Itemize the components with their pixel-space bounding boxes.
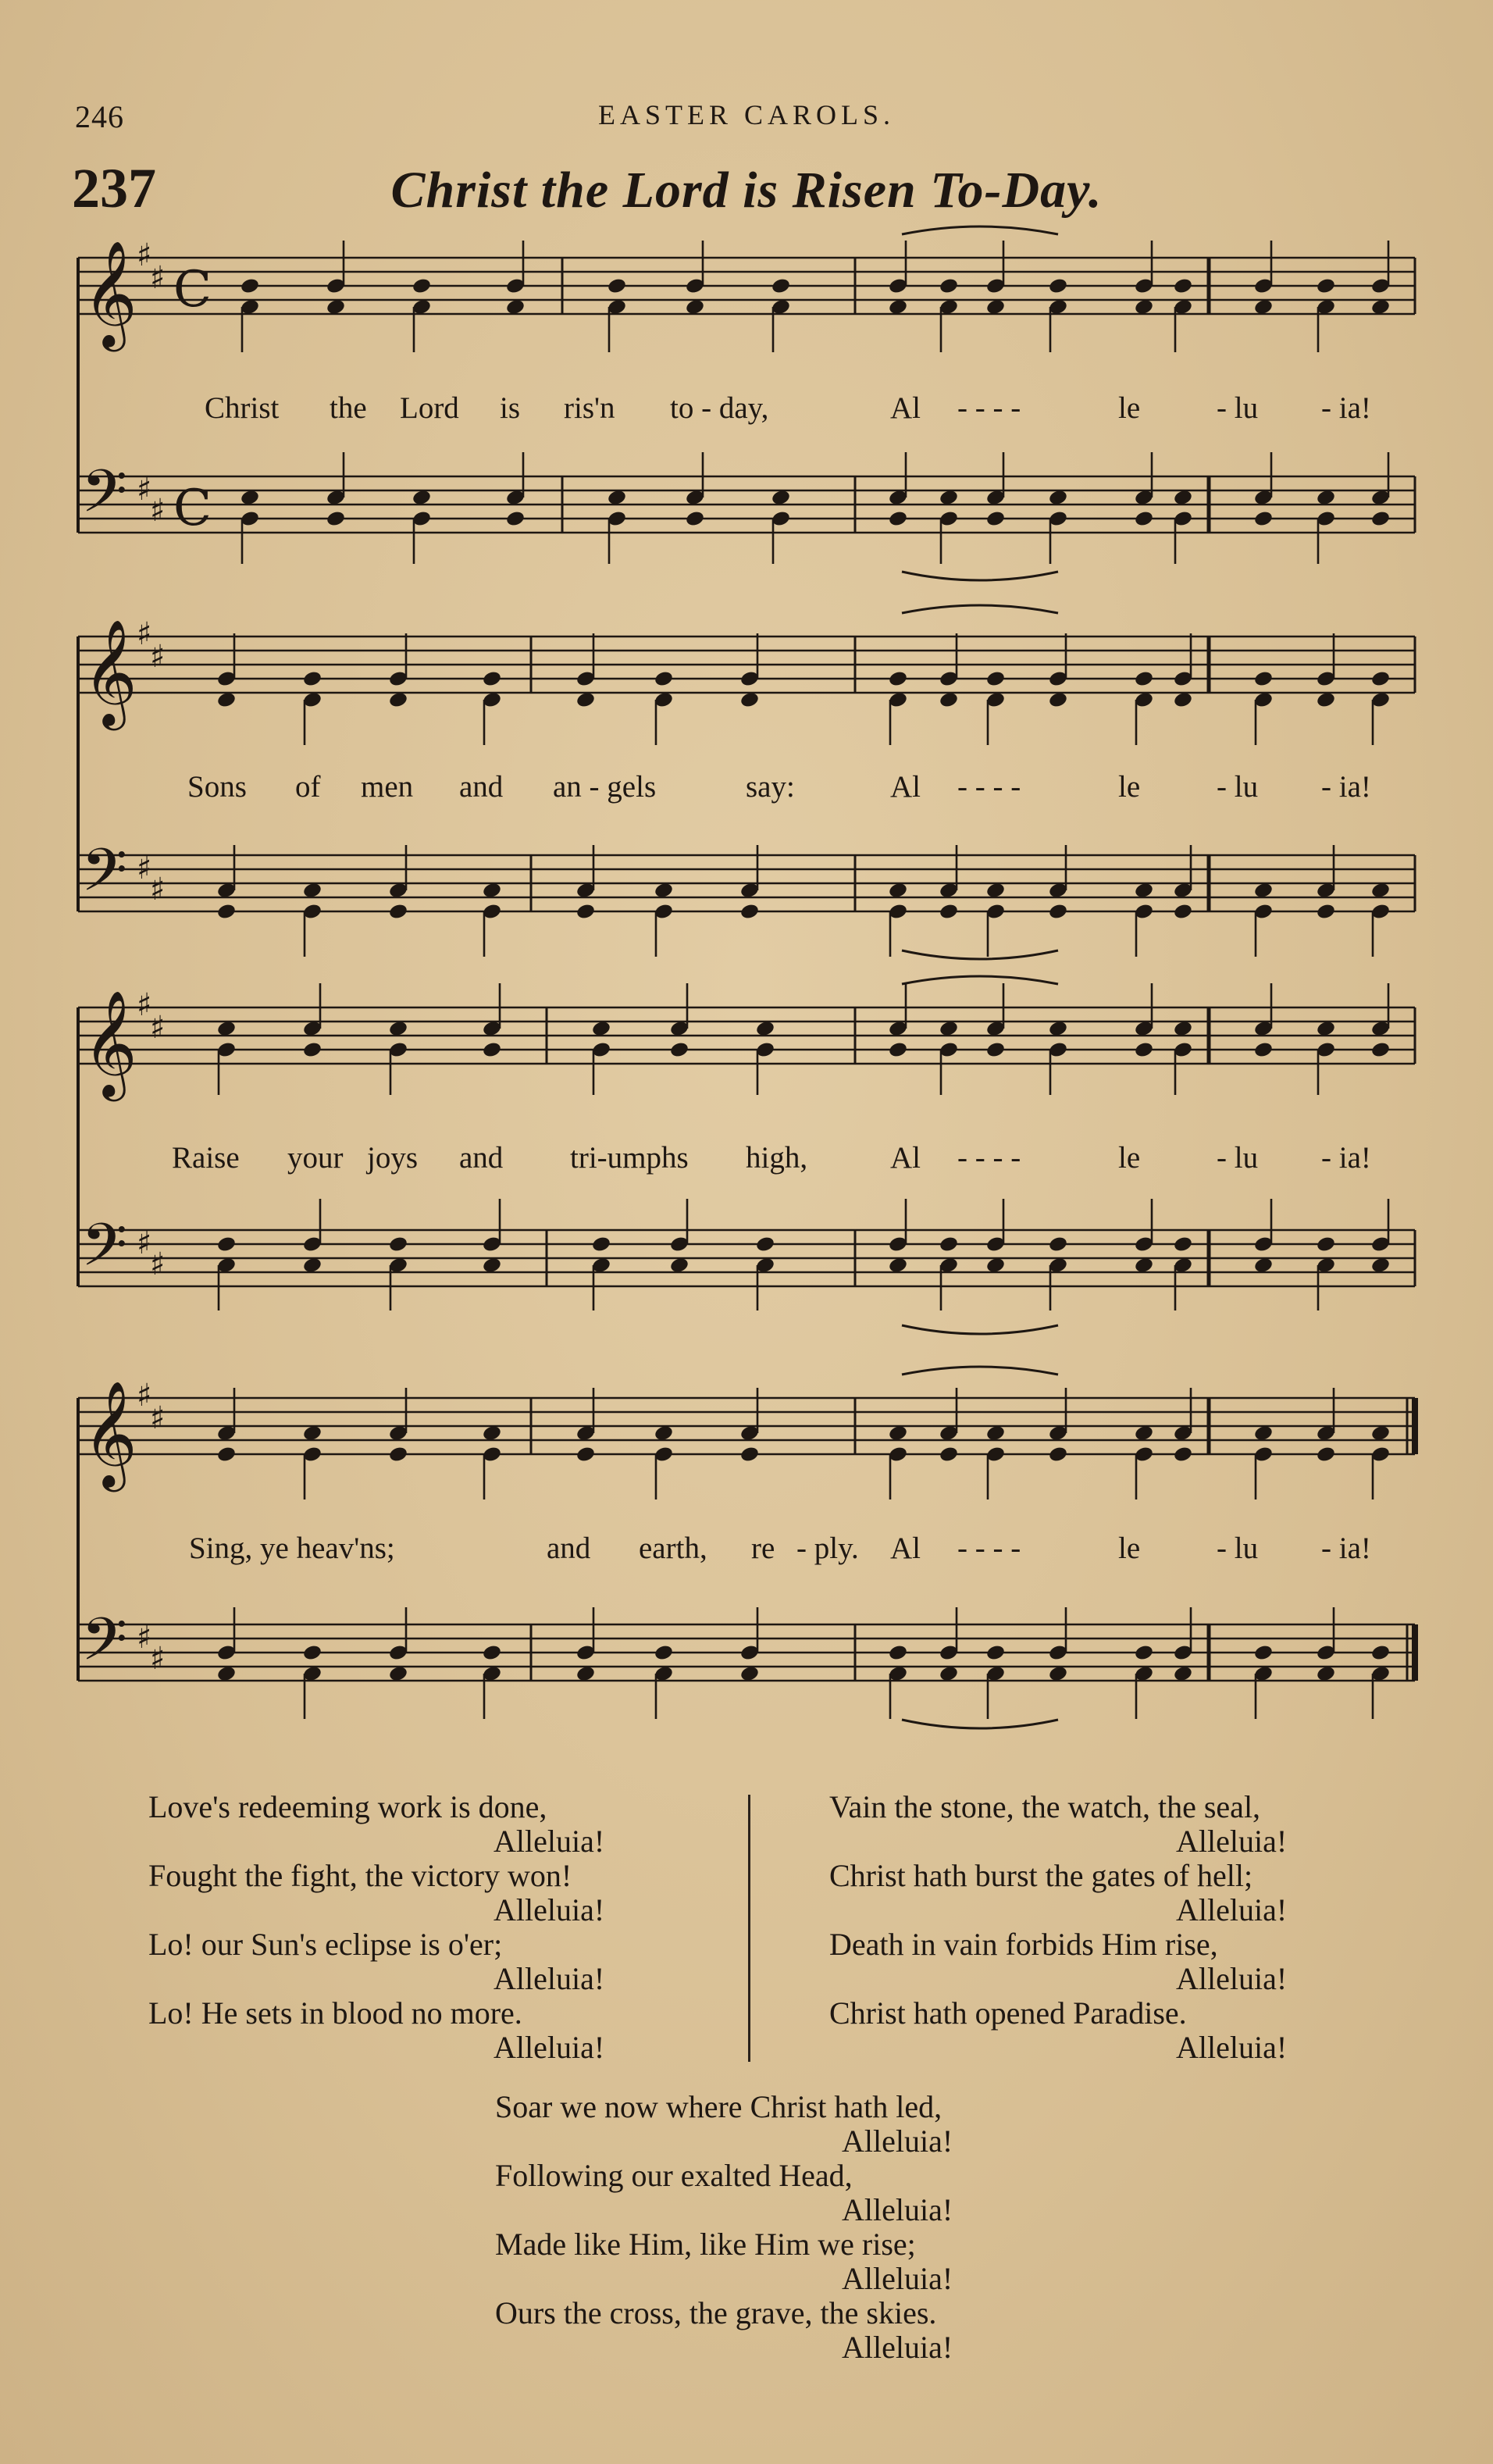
- lyric-syllable: and: [459, 770, 504, 804]
- lyric-syllable: - lu: [1217, 770, 1259, 804]
- stanza-line: Fought the fight, the victory won!: [148, 1858, 572, 1893]
- sharp-sign: ♯: [137, 1378, 152, 1414]
- time-signature: C: [173, 480, 212, 537]
- note-head: [1316, 1446, 1336, 1464]
- sharp-sign: ♯: [150, 1641, 166, 1677]
- lyric-syllable: high,: [746, 1141, 808, 1175]
- note-head: [771, 277, 791, 295]
- note-head: [1173, 1236, 1193, 1253]
- stanza-refrain: Alleluia!: [842, 2123, 953, 2159]
- sharp-sign: ♯: [150, 639, 166, 675]
- lyric-syllable: ris'n: [564, 391, 615, 425]
- note-head: [739, 1446, 760, 1464]
- note-head: [388, 903, 408, 921]
- slur: [902, 226, 1058, 234]
- note-head: [888, 1644, 908, 1662]
- lyric-syllable: - ia!: [1321, 391, 1371, 425]
- sharp-sign: ♯: [137, 472, 152, 508]
- note-head: [755, 1236, 775, 1253]
- slur: [902, 1720, 1058, 1728]
- note-head: [939, 1446, 959, 1464]
- note-head: [216, 1446, 237, 1464]
- lyric-syllable: Sing, ye heav'ns;: [189, 1532, 395, 1565]
- note-head: [1253, 670, 1274, 688]
- lyric-syllable: Christ: [205, 391, 280, 425]
- lyric-syllable: Al: [890, 1532, 921, 1565]
- slur: [902, 572, 1058, 580]
- treble-clef: 𝄞: [83, 618, 137, 726]
- treble-clef: 𝄞: [83, 239, 137, 347]
- note-head: [939, 903, 959, 921]
- lyric-syllable: Sons: [187, 770, 247, 804]
- sharp-sign: ♯: [150, 1246, 166, 1282]
- lyric-syllable: re: [751, 1532, 775, 1565]
- slur: [902, 1325, 1058, 1334]
- note-head: [1134, 1644, 1154, 1662]
- sharp-sign: ♯: [150, 493, 166, 529]
- lyric-syllable: is: [500, 391, 521, 425]
- lyric-syllable: - - - -: [957, 1532, 1021, 1565]
- lyric-syllable: - - - -: [957, 770, 1021, 804]
- bass-clef: 𝄢: [81, 457, 128, 540]
- note-head: [888, 670, 908, 688]
- note-head: [326, 510, 346, 528]
- hymn-title: Christ the Lord is Risen To-Day.: [390, 162, 1103, 219]
- stanza-line: Following our exalted Head,: [495, 2158, 853, 2193]
- note-head: [1370, 670, 1391, 688]
- stanza-refrain: Alleluia!: [494, 1824, 605, 1859]
- lyric-syllable: joys: [367, 1141, 419, 1175]
- note-head: [1370, 510, 1391, 528]
- lyric-syllable: le: [1118, 391, 1141, 425]
- final-barline: [1412, 1398, 1418, 1454]
- note-head: [1048, 277, 1068, 295]
- stanza-line: Made like Him, like Him we rise;: [495, 2227, 916, 2262]
- lyric-syllable: Al: [890, 770, 921, 804]
- slur: [902, 605, 1058, 613]
- bass-clef: 𝄢: [81, 1605, 128, 1688]
- note-head: [1134, 1041, 1154, 1059]
- note-head: [985, 670, 1006, 688]
- stanza-line: Death in vain forbids Him rise,: [829, 1927, 1218, 1962]
- note-head: [240, 277, 260, 295]
- lyric-syllable: - ply.: [796, 1532, 859, 1565]
- note-head: [888, 1041, 908, 1059]
- stanza-left: [148, 1790, 742, 2065]
- lyric-syllable: Al: [890, 1141, 921, 1175]
- sharp-sign: ♯: [137, 850, 152, 886]
- sharp-sign: ♯: [137, 237, 152, 273]
- note-head: [685, 510, 705, 528]
- lyric-syllable: and: [547, 1532, 591, 1565]
- note-head: [607, 277, 627, 295]
- note-head: [739, 903, 760, 921]
- stanza-refrain: Alleluia!: [842, 2261, 953, 2296]
- stanza-line: Ours the cross, the grave, the skies.: [495, 2295, 937, 2330]
- stanza-refrain: Alleluia!: [1176, 2030, 1288, 2065]
- lyric-syllable: and: [459, 1141, 504, 1175]
- note-head: [575, 903, 596, 921]
- stanza-bottom: [495, 2090, 1089, 2365]
- note-head: [1173, 277, 1193, 295]
- note-head: [985, 1644, 1006, 1662]
- slur: [902, 976, 1058, 984]
- lyric-syllable: - lu: [1217, 391, 1259, 425]
- note-head: [1253, 510, 1274, 528]
- lyric-syllable: - ia!: [1321, 770, 1371, 804]
- note-head: [1048, 1236, 1068, 1253]
- note-head: [388, 1236, 408, 1253]
- note-head: [482, 1644, 502, 1662]
- stanza-line: Vain the stone, the watch, the seal,: [829, 1789, 1261, 1824]
- stanza-line: Lo! our Sun's eclipse is o'er;: [148, 1927, 503, 1962]
- note-head: [302, 1041, 322, 1059]
- running-head: EASTER CAROLS.: [597, 99, 896, 130]
- lyric-syllable: of: [295, 770, 321, 804]
- lyric-syllable: Al: [890, 391, 921, 425]
- final-barline: [1412, 1624, 1418, 1681]
- time-signature: C: [173, 261, 212, 319]
- sharp-sign: ♯: [137, 1225, 152, 1261]
- treble-clef: 𝄞: [83, 1379, 137, 1487]
- note-head: [1316, 1236, 1336, 1253]
- lyric-syllable: - lu: [1217, 1141, 1259, 1175]
- sharp-sign: ♯: [150, 872, 166, 908]
- sharp-sign: ♯: [150, 1010, 166, 1046]
- stanza-refrain: Alleluia!: [494, 1892, 605, 1927]
- lyric-syllable: le: [1118, 1532, 1141, 1565]
- note-head: [482, 670, 502, 688]
- note-head: [1173, 1446, 1193, 1464]
- stanza-line: Love's redeeming work is done,: [148, 1789, 547, 1824]
- lyric-syllable: - - - -: [957, 1141, 1021, 1175]
- note-head: [575, 1446, 596, 1464]
- lyric-syllable: Raise: [172, 1141, 240, 1175]
- note-head: [302, 1644, 322, 1662]
- lyric-syllable: men: [361, 770, 414, 804]
- stanza-line: Christ hath burst the gates of hell;: [829, 1858, 1253, 1893]
- note-head: [1253, 1041, 1274, 1059]
- note-head: [1048, 903, 1068, 921]
- note-head: [412, 277, 432, 295]
- stanza-refrain: Alleluia!: [1176, 1892, 1288, 1927]
- note-head: [669, 1041, 689, 1059]
- note-head: [388, 1446, 408, 1464]
- note-head: [591, 1236, 611, 1253]
- stanza-refrain: Alleluia!: [494, 1961, 605, 1996]
- stanza-refrain: Alleluia!: [842, 2330, 953, 2365]
- stanza-refrain: Alleluia!: [494, 2030, 605, 2065]
- sharp-sign: ♯: [137, 987, 152, 1023]
- sharp-sign: ♯: [137, 616, 152, 652]
- lyric-syllable: le: [1118, 1141, 1141, 1175]
- lyric-syllable: an - gels: [553, 770, 657, 804]
- lyric-syllable: Lord: [400, 391, 459, 425]
- stanza-divider: [748, 1795, 750, 2062]
- sharp-sign: ♯: [150, 1400, 166, 1436]
- lyric-syllable: to - day,: [670, 391, 769, 425]
- note-head: [1134, 670, 1154, 688]
- bass-clef: 𝄢: [81, 1211, 128, 1294]
- note-head: [985, 1041, 1006, 1059]
- note-head: [1173, 903, 1193, 921]
- stanza-line: Soar we now where Christ hath led,: [495, 2089, 942, 2124]
- note-head: [302, 670, 322, 688]
- note-head: [939, 1236, 959, 1253]
- lyric-syllable: - - - -: [957, 391, 1021, 425]
- stanza-refrain: Alleluia!: [842, 2192, 953, 2227]
- lyric-syllable: - ia!: [1321, 1141, 1371, 1175]
- lyric-syllable: tri-umphs: [570, 1141, 689, 1175]
- stanza-line: Christ hath opened Paradise.: [829, 1995, 1187, 2031]
- note-head: [1134, 510, 1154, 528]
- note-head: [939, 277, 959, 295]
- lyric-syllable: - ia!: [1321, 1532, 1371, 1565]
- page-number: 246: [75, 99, 124, 134]
- note-head: [654, 1644, 674, 1662]
- lyric-syllable: the: [330, 391, 367, 425]
- note-head: [1316, 903, 1336, 921]
- lyric-syllable: say:: [746, 770, 795, 804]
- note-head: [1253, 1644, 1274, 1662]
- note-head: [505, 510, 526, 528]
- note-head: [888, 510, 908, 528]
- note-head: [216, 1236, 237, 1253]
- stanza-refrain: Alleluia!: [1176, 1824, 1288, 1859]
- note-head: [1316, 277, 1336, 295]
- sharp-sign: ♯: [137, 1620, 152, 1656]
- stanza-right: [829, 1790, 1423, 2065]
- note-head: [654, 670, 674, 688]
- treble-clef: 𝄞: [83, 989, 137, 1096]
- note-head: [1370, 1644, 1391, 1662]
- note-head: [1370, 1041, 1391, 1059]
- bass-clef: 𝄢: [81, 836, 128, 919]
- note-head: [1048, 1446, 1068, 1464]
- stanza-line: Lo! He sets in blood no more.: [148, 1995, 522, 2031]
- stanza-refrain: Alleluia!: [1176, 1961, 1288, 1996]
- slur: [902, 1367, 1058, 1375]
- note-head: [482, 1041, 502, 1059]
- lyric-syllable: your: [287, 1141, 344, 1175]
- slur: [902, 950, 1058, 959]
- lyric-syllable: earth,: [639, 1532, 707, 1565]
- sharp-sign: ♯: [150, 260, 166, 296]
- lyric-syllable: - lu: [1217, 1532, 1259, 1565]
- note-head: [216, 903, 237, 921]
- hymn-number: 237: [72, 157, 156, 219]
- lyric-syllable: le: [1118, 770, 1141, 804]
- note-head: [985, 510, 1006, 528]
